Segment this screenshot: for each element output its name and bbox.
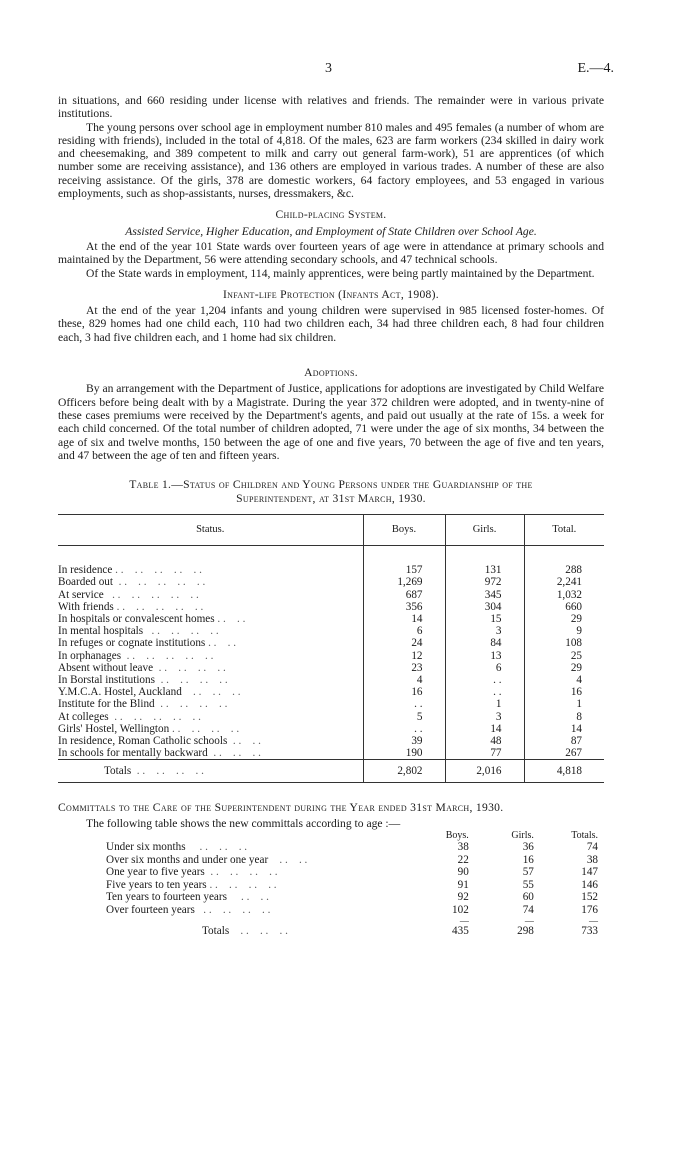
committal-boys: 22	[457, 853, 469, 866]
row-label: In Borstal institutions	[58, 673, 155, 686]
status-table-header	[58, 515, 604, 546]
table-row	[58, 637, 604, 649]
leader-dots: . . . .	[226, 891, 269, 904]
row-label: At service	[58, 588, 104, 601]
committal-boys: 91	[457, 878, 469, 891]
table-row	[58, 711, 604, 723]
table-row	[58, 650, 604, 662]
committal-row	[106, 866, 604, 879]
cell-boys: 687	[363, 589, 445, 601]
header-girls: Girls.	[445, 515, 524, 546]
table-row	[58, 601, 604, 613]
row-label: In orphanages	[58, 649, 122, 662]
row-label: In hospitals or convalescent homes	[58, 612, 215, 625]
leader-dots: . . . . . . . .	[169, 722, 240, 735]
leader-dots: . . . . . . . .	[204, 866, 278, 879]
totals-boys: 2,802	[363, 760, 445, 783]
paragraph-situations: in situations, and 660 residing under license with relatives and friends. The remainder were in various private institutions.	[58, 94, 604, 121]
leader-dots: . . . . . . . .	[206, 878, 277, 891]
heading-infant-life: Infant-life Protection (Infants Act, 1908).	[223, 287, 439, 301]
committal-label: Five years to ten years	[106, 878, 207, 891]
cell-total: 87	[524, 735, 604, 747]
committal-totals: 38	[586, 853, 598, 866]
cell-boys: . .	[363, 723, 445, 735]
committal-label: Over six months and under one year	[106, 853, 269, 866]
cell-girls: 13	[445, 650, 524, 662]
cell-total: 29	[524, 662, 604, 674]
cell-total: 16	[524, 686, 604, 698]
leader-dots: . . . . . .	[181, 686, 241, 699]
cell-girls: . .	[445, 674, 524, 686]
cell-total: 8	[524, 711, 604, 723]
row-label: In residence, Roman Catholic schools	[58, 734, 228, 747]
cell-total: 25	[524, 650, 604, 662]
committal-row	[106, 891, 604, 904]
heading-adoptions: Adoptions.	[304, 366, 358, 380]
cell-girls: 972	[445, 576, 524, 588]
committal-boys: 90	[457, 866, 469, 879]
row-label: Institute for the Blind	[58, 698, 155, 711]
leader-dots: . . . . . . . . . .	[113, 600, 204, 613]
totals-girls: 2,016	[445, 760, 524, 783]
cell-total: 1,032	[524, 589, 604, 601]
committals-heading: Committals to the Care of the Superintendent during the Year ended 31st March, 1930.	[58, 801, 504, 815]
totals-row	[58, 760, 604, 783]
committal-boys: 38	[457, 840, 469, 853]
leader-dots: . . . .	[205, 637, 237, 650]
committal-label: Ten years to fourteen years	[106, 891, 227, 904]
row-label: In mental hospitals	[58, 625, 144, 638]
table-row	[58, 686, 604, 698]
cell-boys: 39	[363, 735, 445, 747]
cell-girls: 14	[445, 723, 524, 735]
cell-girls: 15	[445, 613, 524, 625]
committal-label: Under six months	[106, 840, 186, 853]
row-label: In residence	[58, 564, 113, 577]
cell-boys: 356	[363, 601, 445, 613]
paragraph-infants: At the end of the year 1,204 infants and young children were supervised in 985 licensed foster-homes. Of these, 829 homes had one child each, 110 had two children each, 34 had three children each, 8 had four children each, 3 had five children each, and 1 home had six children.	[58, 304, 604, 344]
row-label: Boarded out	[58, 576, 113, 589]
committals-totals-boys: 435	[452, 924, 469, 937]
committals-header	[106, 830, 604, 841]
committals-totals-row	[106, 925, 604, 938]
leader-dots: . . . . . . . .	[154, 698, 228, 711]
totals-label: Totals	[104, 765, 132, 778]
row-label: At colleges	[58, 710, 109, 723]
cell-girls: 6	[445, 662, 524, 674]
committal-row	[106, 904, 604, 917]
subheading-assisted-service: Assisted Service, Higher Education, and Employment of State Children over School Age.	[125, 224, 537, 238]
cell-boys: 14	[363, 613, 445, 625]
cell-boys: 6	[363, 625, 445, 637]
leader-dots: . . . . . . . .	[154, 673, 228, 686]
cell-boys: 24	[363, 637, 445, 649]
leader-dots: . . . . . . . . . .	[121, 649, 214, 662]
header-status: Status.	[58, 515, 363, 546]
committal-row	[106, 879, 604, 892]
leader-dots: . . . . . . . .	[131, 765, 204, 778]
cell-total: 29	[524, 613, 604, 625]
cell-total: 267	[524, 747, 604, 760]
cell-boys: 5	[363, 711, 445, 723]
committal-totals: 147	[581, 866, 598, 879]
cell-total: 2,241	[524, 576, 604, 588]
committals-header-girls: Girls.	[511, 829, 534, 841]
row-label: Girls' Hostel, Wellington	[58, 722, 170, 735]
paragraph-state-wards-schools: At the end of the year 101 State wards over fourteen years of age were in attendance at primary schools and maintained by the Department, 56 were attending secondary schools, and 47 technical schools.	[58, 239, 604, 267]
committal-label: Over fourteen years	[106, 903, 195, 916]
cell-girls: 304	[445, 601, 524, 613]
committals-intro: The following table shows the new committals according to age :—	[86, 816, 401, 830]
cell-girls: 48	[445, 735, 524, 747]
leader-dots: . . . . . . . .	[194, 903, 271, 916]
leader-dots: . . . .	[268, 853, 308, 866]
cell-total: 288	[524, 546, 604, 577]
cell-total: 4	[524, 674, 604, 686]
cell-girls: 1	[445, 698, 524, 710]
page-number: 3	[325, 61, 332, 76]
committals-totals-label: Totals	[202, 924, 230, 937]
table-row	[58, 546, 604, 577]
table-row	[58, 674, 604, 686]
cell-total: 9	[524, 625, 604, 637]
row-label: Y.M.C.A. Hostel, Auckland	[58, 686, 182, 699]
committal-boys: 92	[457, 891, 469, 904]
leader-dots: . . . . . . . . . .	[103, 588, 199, 601]
committal-girls: 16	[522, 853, 534, 866]
totals-total: 4,818	[524, 760, 604, 783]
committal-boys: 102	[452, 903, 469, 916]
cell-total: 108	[524, 637, 604, 649]
leader-dots: . . . . . . . .	[153, 661, 226, 674]
page-content	[58, 94, 604, 937]
paragraph-employment: The young persons over school age in employment number 810 males and 495 females (a number of whom are residing with friends), included in the total of 4,818. Of the males, 623 are farm workers (234 skilled in dairy work and cheesemaking, and 389 competent to milk and carry out general farm-work), 51 are apprentices (of which number some are receiving assistance), and 136 others are employed in various trades. A number of these are also receiving assistance. Of the girls, 378 are domestic workers, 64 factory employees, and 53 engaged in various employments, such as shop-assistants, nurses, dressmakers, &c.	[58, 120, 604, 201]
rule-mark: —	[459, 915, 469, 926]
table-row	[58, 735, 604, 747]
committals-header-boys: Boys.	[445, 829, 469, 841]
committal-girls: 55	[522, 878, 534, 891]
header-total: Total.	[524, 515, 604, 546]
cell-girls: 3	[445, 625, 524, 637]
status-table	[58, 514, 604, 783]
committal-totals: 146	[581, 878, 598, 891]
committals-table	[106, 830, 604, 937]
cell-boys: 1,269	[363, 576, 445, 588]
table-row	[58, 747, 604, 760]
cell-girls: 84	[445, 637, 524, 649]
table-row	[58, 613, 604, 625]
table1-caption-line2: Superintendent, at 31st March, 1930.	[236, 492, 426, 506]
committals-table-body	[106, 830, 604, 937]
paragraph-state-wards-employment: Of the State wards in employment, 114, mainly apprentices, were being partly maintained by the Department.	[86, 266, 595, 280]
document-code: E.—4.	[577, 61, 614, 76]
committal-totals: 176	[581, 903, 598, 916]
leader-dots: . . . . . . . . . .	[112, 564, 202, 577]
rule-mark: —	[589, 915, 598, 926]
committal-totals: 74	[586, 840, 598, 853]
table1-caption	[58, 478, 604, 506]
paragraph-adoptions: By an arrangement with the Department of Justice, applications for adoptions are investigated by Child Welfare Officers before being dealt with by a Magistrate. During the year 372 children were adopted, and in twenty-nine of these cases premiums were received by the Department's agents, and paid out usually at the rate of 15s. a week for each child concerned. Of the total number of children adopted, 71 were under the age of six months, 34 between the age of six and twelve months, 150 between the age of one and five years, 70 between the age of five and ten years, and 47 between the age of ten and fifteen years.	[58, 382, 604, 462]
row-label: In refuges or cognate institutions	[58, 637, 206, 650]
row-label: In schools for mentally backward	[58, 747, 208, 760]
leader-dots: . . . . . . . .	[143, 625, 219, 638]
cell-total: 1	[524, 698, 604, 710]
cell-boys: 12	[363, 650, 445, 662]
committal-row	[106, 841, 604, 854]
committal-totals: 152	[581, 891, 598, 904]
leader-dots: . . . . . .	[207, 747, 261, 760]
cell-boys: 190	[363, 747, 445, 760]
table1-caption-line1: Table 1.—Status of Children and Young Persons under the Guardianship of the	[129, 478, 533, 492]
committal-girls: 74	[522, 903, 534, 916]
cell-boys: 4	[363, 674, 445, 686]
status-table-body	[58, 546, 604, 783]
cell-girls: 131	[445, 546, 524, 577]
cell-girls: 3	[445, 711, 524, 723]
committals-header-totals: Totals.	[571, 829, 598, 841]
table-row	[58, 662, 604, 674]
cell-girls: 77	[445, 747, 524, 760]
cell-boys: . .	[363, 698, 445, 710]
leader-dots: . . . .	[214, 612, 246, 625]
committal-row	[106, 854, 604, 867]
committal-girls: 36	[522, 840, 534, 853]
cell-boys: 16	[363, 686, 445, 698]
leader-dots: . . . .	[227, 734, 261, 747]
cell-boys: 23	[363, 662, 445, 674]
cell-total: 14	[524, 723, 604, 735]
table-row	[58, 589, 604, 601]
leader-dots: . . . . . . . . . .	[113, 576, 206, 589]
committals-rule-row	[106, 917, 604, 925]
committals-totals-totals: 733	[581, 924, 598, 937]
table-row	[58, 698, 604, 710]
leader-dots: . . . . . . . . . .	[108, 710, 201, 723]
heading-child-placing: Child-placing System.	[275, 208, 387, 222]
committals-totals-girls: 298	[517, 924, 534, 937]
table-row	[58, 723, 604, 735]
cell-total: 660	[524, 601, 604, 613]
table-row	[58, 576, 604, 588]
cell-boys: 157	[363, 546, 445, 577]
committal-label: One year to five years	[106, 866, 205, 879]
rule-mark: —	[524, 915, 534, 926]
leader-dots: . . . . . .	[185, 840, 248, 853]
cell-girls: 345	[445, 589, 524, 601]
committal-girls: 60	[522, 891, 534, 904]
committal-girls: 57	[522, 866, 534, 879]
leader-dots: . . . . . .	[229, 924, 288, 937]
header-boys: Boys.	[363, 515, 445, 546]
cell-girls: . .	[445, 686, 524, 698]
row-label: Absent without leave	[58, 661, 154, 674]
row-label: With friends	[58, 600, 114, 613]
table-row	[58, 625, 604, 637]
